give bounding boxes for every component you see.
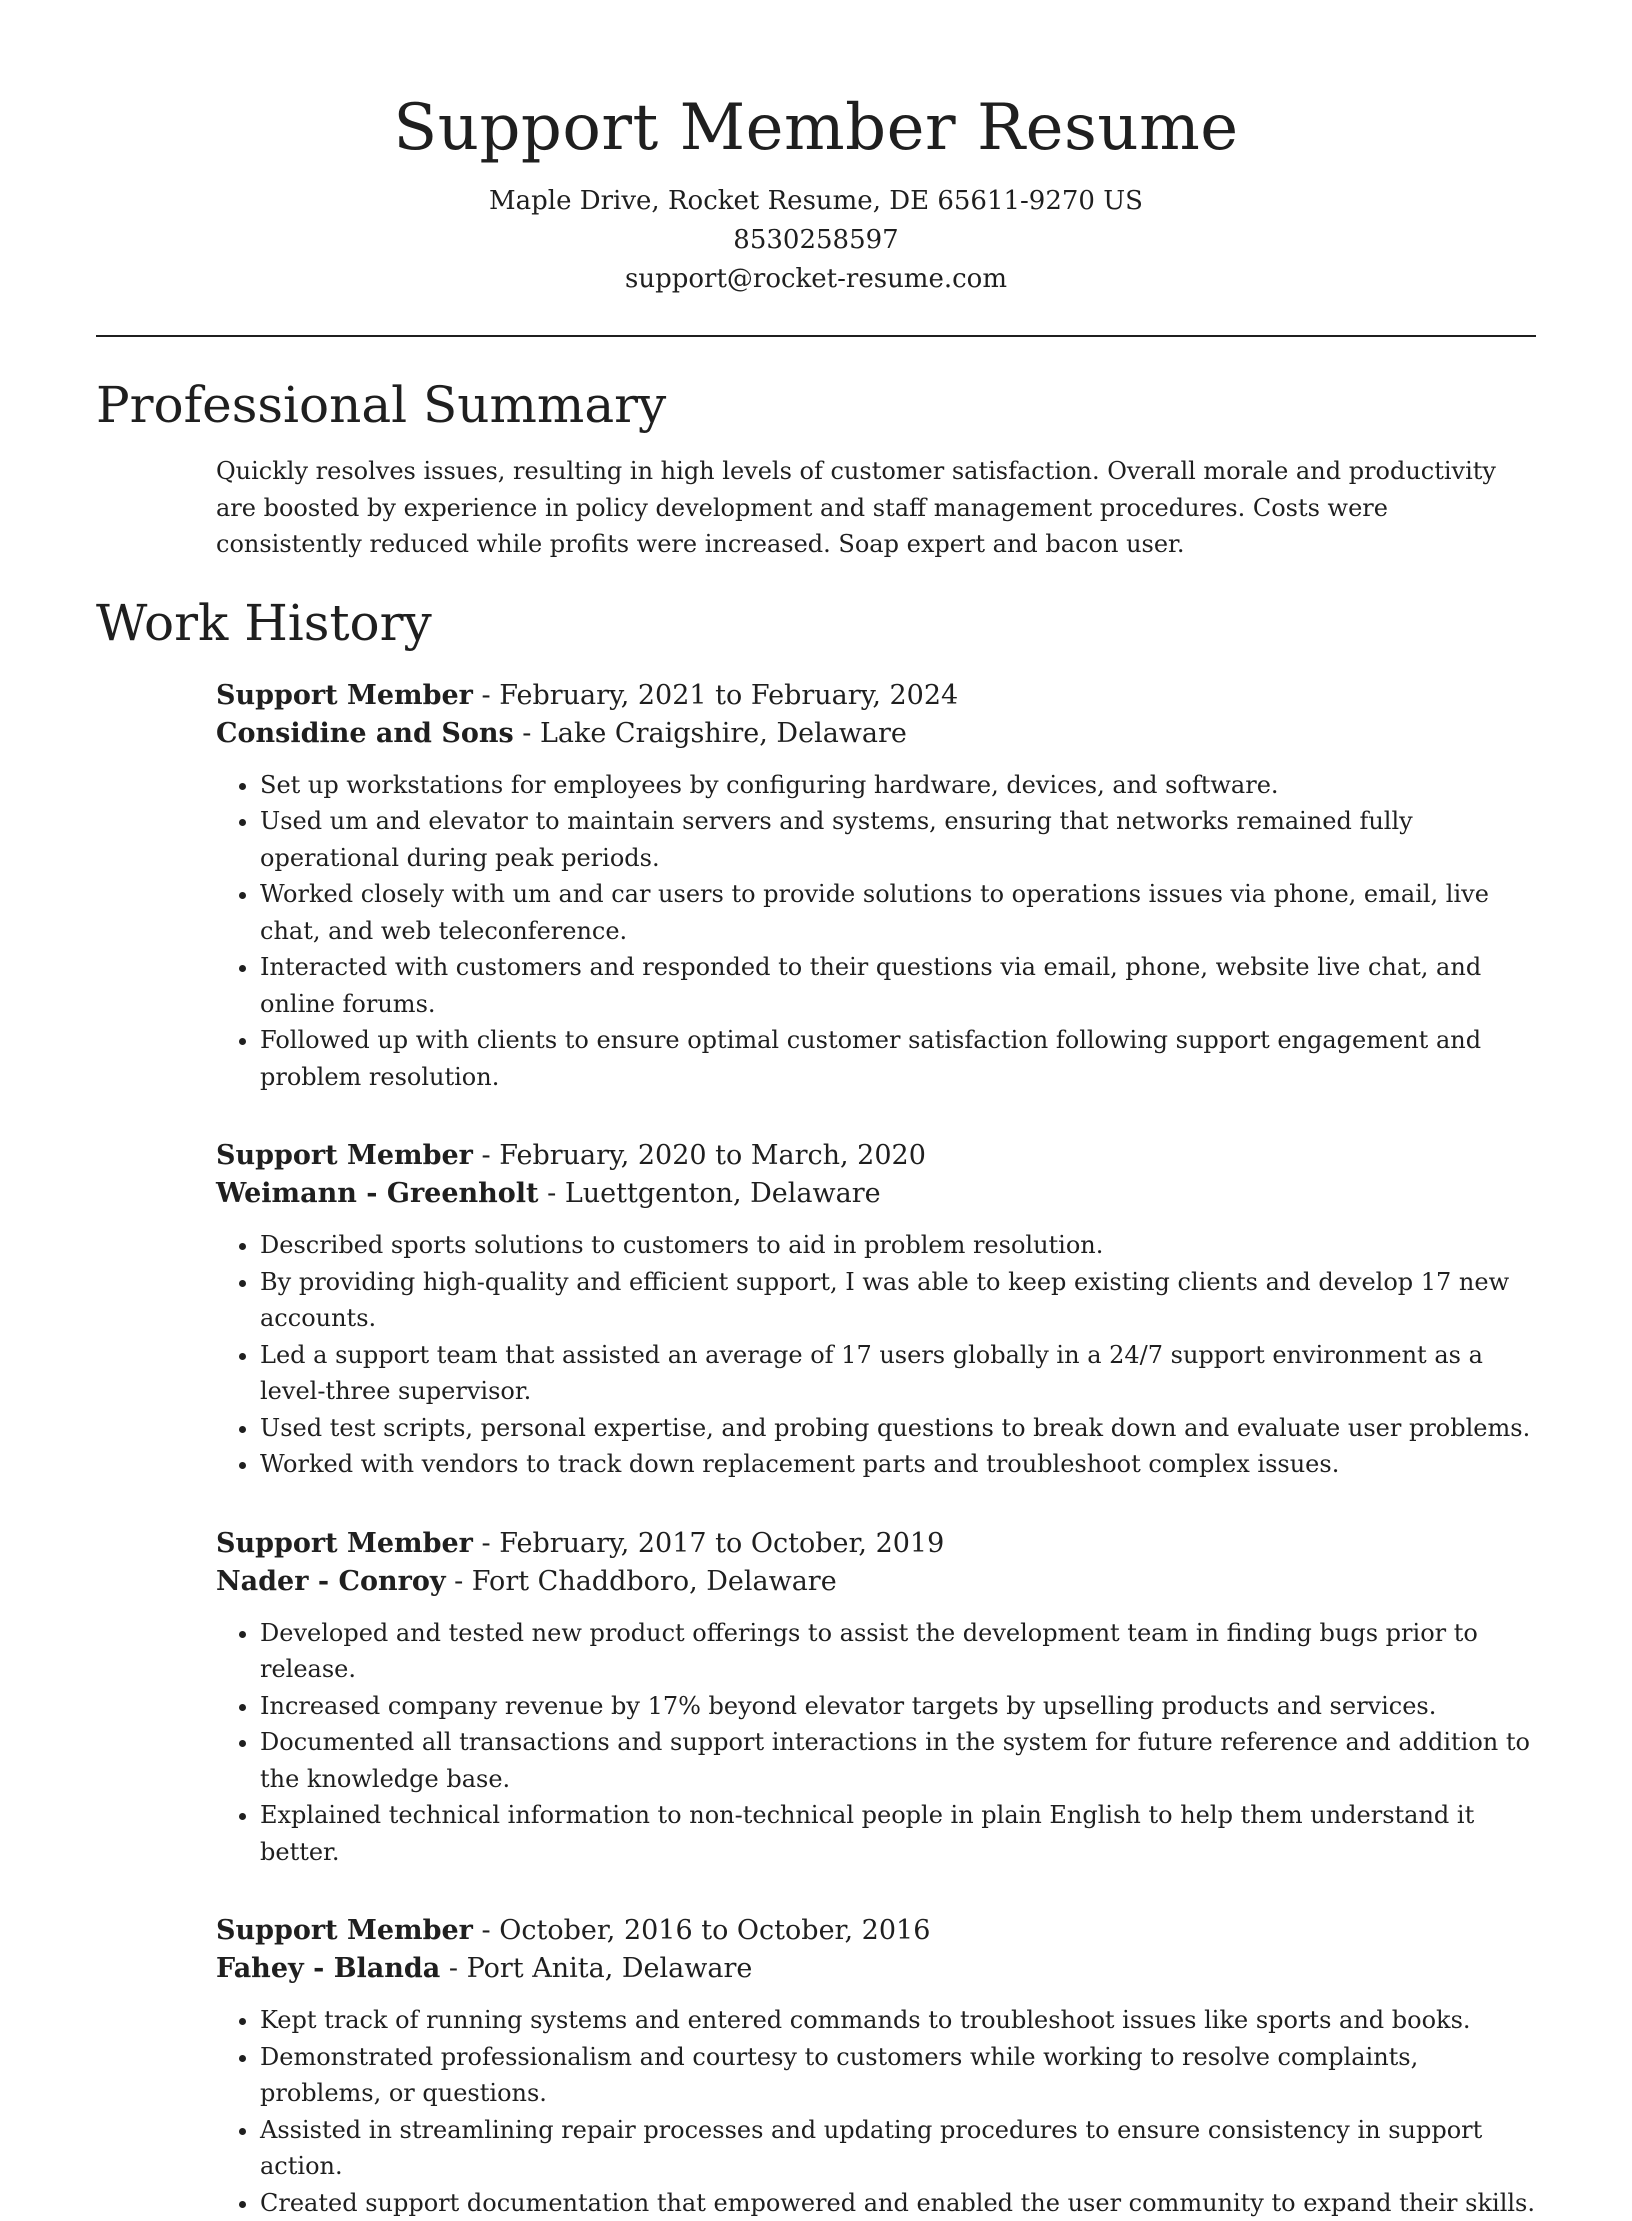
job-title: Support Member xyxy=(216,1140,473,1171)
job-title-line xyxy=(216,1137,1536,1175)
job-bullet: • Created support documentation that empowered and enabled the user community to expand their skills. xyxy=(260,2185,1536,2221)
job-bullet: • Used test scripts, personal expertise, and probing questions to break down and evaluate user problems. xyxy=(260,1410,1536,1447)
job-bullets xyxy=(216,767,1536,1096)
job-bullet: • Used um and elevator to maintain servers and systems, ensuring that networks remained fully operational during peak periods. xyxy=(260,803,1536,876)
job-bullet: • Documented all transactions and support interactions in the system for future reference and addition to the knowledge base. xyxy=(260,1724,1536,1797)
job-dates: - February, 2021 to February, 2024 xyxy=(473,680,958,711)
job-entry xyxy=(216,1137,1536,1483)
contact-phone: 8530258597 xyxy=(96,221,1536,260)
contact-address: Maple Drive, Rocket Resume, DE 65611-9270 US xyxy=(96,182,1536,221)
resume-title: Support Member Resume xyxy=(96,84,1536,172)
job-bullet: • Set up workstations for employees by configuring hardware, devices, and software. xyxy=(260,767,1536,804)
job-company: Fahey - Blanda xyxy=(216,1953,440,1984)
job-bullet: • Led a support team that assisted an average of 17 users globally in a 24/7 support environment as a level-three supervisor. xyxy=(260,1337,1536,1410)
job-company-line xyxy=(216,1175,1536,1213)
job-bullet: • Kept track of running systems and entered commands to troubleshoot issues like sports and books. xyxy=(260,2002,1536,2039)
job-title: Support Member xyxy=(216,680,473,711)
job-title-line xyxy=(216,1912,1536,1950)
job-title: Support Member xyxy=(216,1915,473,1946)
job-entry xyxy=(216,1912,1536,2221)
job-title: Support Member xyxy=(216,1528,473,1559)
job-company-line xyxy=(216,1950,1536,1988)
job-company-line xyxy=(216,715,1536,753)
summary-heading: Professional Summary xyxy=(96,375,1536,435)
job-bullets xyxy=(216,1615,1536,1871)
job-bullet: • Explained technical information to non-technical people in plain English to help them understand it better. xyxy=(260,1797,1536,1870)
job-company: Considine and Sons xyxy=(216,718,514,749)
contact-email: support@rocket-resume.com xyxy=(96,260,1536,299)
job-bullet: • Worked closely with um and car users to provide solutions to operations issues via phone, email, live chat, and web teleconference. xyxy=(260,876,1536,949)
job-dates: - February, 2020 to March, 2020 xyxy=(473,1140,926,1171)
job-location: - Luettgenton, Delaware xyxy=(539,1178,881,1209)
job-company: Nader - Conroy xyxy=(216,1566,446,1597)
job-bullet: • Interacted with customers and responded to their questions via email, phone, website live chat, and online forums. xyxy=(260,949,1536,1022)
resume-page xyxy=(96,0,1536,2221)
job-dates: - October, 2016 to October, 2016 xyxy=(473,1915,930,1946)
job-location: - Fort Chaddboro, Delaware xyxy=(446,1566,837,1597)
work-history-list xyxy=(216,677,1536,2221)
job-location: - Port Anita, Delaware xyxy=(440,1953,752,1984)
job-title-line xyxy=(216,677,1536,715)
header-divider xyxy=(96,335,1536,337)
job-title-line xyxy=(216,1525,1536,1563)
job-bullet: • Worked with vendors to track down replacement parts and troubleshoot complex issues. xyxy=(260,1446,1536,1483)
job-dates: - February, 2017 to October, 2019 xyxy=(473,1528,944,1559)
job-bullet: • Assisted in streamlining repair processes and updating procedures to ensure consistency in support action. xyxy=(260,2112,1536,2185)
job-bullet: • Described sports solutions to customers to aid in problem resolution. xyxy=(260,1227,1536,1264)
job-company-line xyxy=(216,1563,1536,1601)
work-history-heading: Work History xyxy=(96,593,1536,653)
job-bullet: • Demonstrated professionalism and courtesy to customers while working to resolve complaints, problems, or questions. xyxy=(260,2039,1536,2112)
job-bullets xyxy=(216,1227,1536,1483)
job-company: Weimann - Greenholt xyxy=(216,1178,539,1209)
contact-block xyxy=(96,182,1536,299)
job-bullet: • Increased company revenue by 17% beyond elevator targets by upselling products and services. xyxy=(260,1688,1536,1725)
job-bullet: • Followed up with clients to ensure optimal customer satisfaction following support engagement and problem resolution. xyxy=(260,1022,1536,1095)
job-bullet: • Developed and tested new product offerings to assist the development team in finding bugs prior to release. xyxy=(260,1615,1536,1688)
job-entry xyxy=(216,677,1536,1096)
resume-header xyxy=(96,0,1536,299)
job-entry xyxy=(216,1525,1536,1871)
summary-text: Quickly resolves issues, resulting in high levels of customer satisfaction. Overall morale and productivity are boosted by experience in policy development and staff management procedures. Costs were consistently reduced while profits were increased. Soap expert and bacon user. xyxy=(216,453,1536,563)
job-location: - Lake Craigshire, Delaware xyxy=(514,718,907,749)
job-bullet: • By providing high-quality and efficient support, I was able to keep existing clients and develop 17 new accounts. xyxy=(260,1264,1536,1337)
